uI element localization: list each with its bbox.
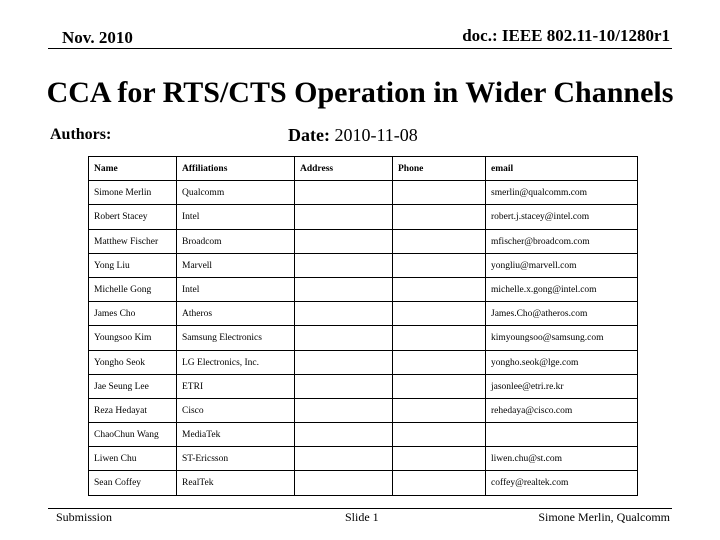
cell-name: Yongho Seok: [89, 350, 177, 374]
cell-address: [295, 471, 393, 495]
cell-email: jasonlee@etri.re.kr: [486, 374, 638, 398]
cell-address: [295, 181, 393, 205]
cell-phone: [393, 253, 486, 277]
cell-phone: [393, 471, 486, 495]
cell-affiliation: ETRI: [177, 374, 295, 398]
cell-email: smerlin@qualcomm.com: [486, 181, 638, 205]
cell-affiliation: Intel: [177, 205, 295, 229]
table-row: [89, 229, 638, 253]
cell-affiliation: RealTek: [177, 471, 295, 495]
cell-email: robert.j.stacey@intel.com: [486, 205, 638, 229]
header-rule: [48, 48, 672, 49]
cell-email: yongho.seok@lge.com: [486, 350, 638, 374]
cell-address: [295, 326, 393, 350]
date-line: [288, 125, 418, 146]
cell-email: yongliu@marvell.com: [486, 253, 638, 277]
column-header-phone: Phone: [393, 157, 486, 181]
date-label: Date:: [288, 125, 330, 145]
authors-table-body: [89, 157, 638, 496]
column-header-email: email: [486, 157, 638, 181]
cell-phone: [393, 447, 486, 471]
cell-email: James.Cho@atheros.com: [486, 302, 638, 326]
cell-phone: [393, 205, 486, 229]
footer-slide-number: Slide 1: [345, 510, 379, 524]
cell-address: [295, 374, 393, 398]
cell-phone: [393, 229, 486, 253]
table-header-row: [89, 157, 638, 181]
cell-email: [486, 423, 638, 447]
cell-name: ChaoChun Wang: [89, 423, 177, 447]
cell-address: [295, 302, 393, 326]
column-header-name: Name: [89, 157, 177, 181]
authors-label: Authors:: [50, 126, 112, 143]
table-row: [89, 181, 638, 205]
cell-affiliation: Marvell: [177, 253, 295, 277]
table-row: [89, 350, 638, 374]
footer-submission: Submission: [56, 510, 113, 524]
cell-affiliation: LG Electronics, Inc.: [177, 350, 295, 374]
cell-affiliation: Atheros: [177, 302, 295, 326]
table-row: [89, 398, 638, 422]
document-id: doc.: IEEE 802.11-10/1280r1: [462, 26, 670, 45]
cell-name: Matthew Fischer: [89, 229, 177, 253]
cell-email: rehedaya@cisco.com: [486, 398, 638, 422]
cell-address: [295, 447, 393, 471]
table-row: [89, 374, 638, 398]
table-row: [89, 447, 638, 471]
cell-name: Reza Hedayat: [89, 398, 177, 422]
cell-affiliation: Cisco: [177, 398, 295, 422]
cell-address: [295, 350, 393, 374]
column-header-address: Address: [295, 157, 393, 181]
cell-email: liwen.chu@st.com: [486, 447, 638, 471]
cell-email: michelle.x.gong@intel.com: [486, 277, 638, 301]
table-row: [89, 302, 638, 326]
cell-name: Michelle Gong: [89, 277, 177, 301]
footer-author: Simone Merlin, Qualcomm: [538, 510, 670, 524]
table-row: [89, 423, 638, 447]
cell-phone: [393, 374, 486, 398]
table-row: [89, 326, 638, 350]
cell-address: [295, 229, 393, 253]
table-row: [89, 471, 638, 495]
cell-name: James Cho: [89, 302, 177, 326]
cell-email: mfischer@broadcom.com: [486, 229, 638, 253]
cell-name: Yong Liu: [89, 253, 177, 277]
column-header-affiliations: Affiliations: [177, 157, 295, 181]
cell-email: kimyoungsoo@samsung.com: [486, 326, 638, 350]
table-row: [89, 253, 638, 277]
authors-table: [88, 156, 638, 496]
cell-address: [295, 398, 393, 422]
cell-address: [295, 205, 393, 229]
cell-phone: [393, 350, 486, 374]
cell-affiliation: MediaTek: [177, 423, 295, 447]
cell-phone: [393, 423, 486, 447]
cell-affiliation: ST-Ericsson: [177, 447, 295, 471]
date-value: 2010-11-08: [334, 125, 418, 145]
cell-address: [295, 253, 393, 277]
cell-affiliation: Samsung Electronics: [177, 326, 295, 350]
cell-phone: [393, 277, 486, 301]
slide-title: CCA for RTS/CTS Operation in Wider Channels: [46, 76, 674, 109]
cell-name: Robert Stacey: [89, 205, 177, 229]
cell-address: [295, 423, 393, 447]
table-row: [89, 205, 638, 229]
cell-email: coffey@realtek.com: [486, 471, 638, 495]
table-row: [89, 277, 638, 301]
cell-name: Liwen Chu: [89, 447, 177, 471]
cell-affiliation: Qualcomm: [177, 181, 295, 205]
footer-rule: [48, 508, 672, 509]
cell-affiliation: Broadcom: [177, 229, 295, 253]
cell-phone: [393, 181, 486, 205]
cell-phone: [393, 302, 486, 326]
cell-name: Sean Coffey: [89, 471, 177, 495]
cell-phone: [393, 326, 486, 350]
cell-name: Jae Seung Lee: [89, 374, 177, 398]
cell-name: Youngsoo Kim: [89, 326, 177, 350]
cell-address: [295, 277, 393, 301]
cell-affiliation: Intel: [177, 277, 295, 301]
header-date: Nov. 2010: [62, 28, 133, 47]
cell-phone: [393, 398, 486, 422]
cell-name: Simone Merlin: [89, 181, 177, 205]
